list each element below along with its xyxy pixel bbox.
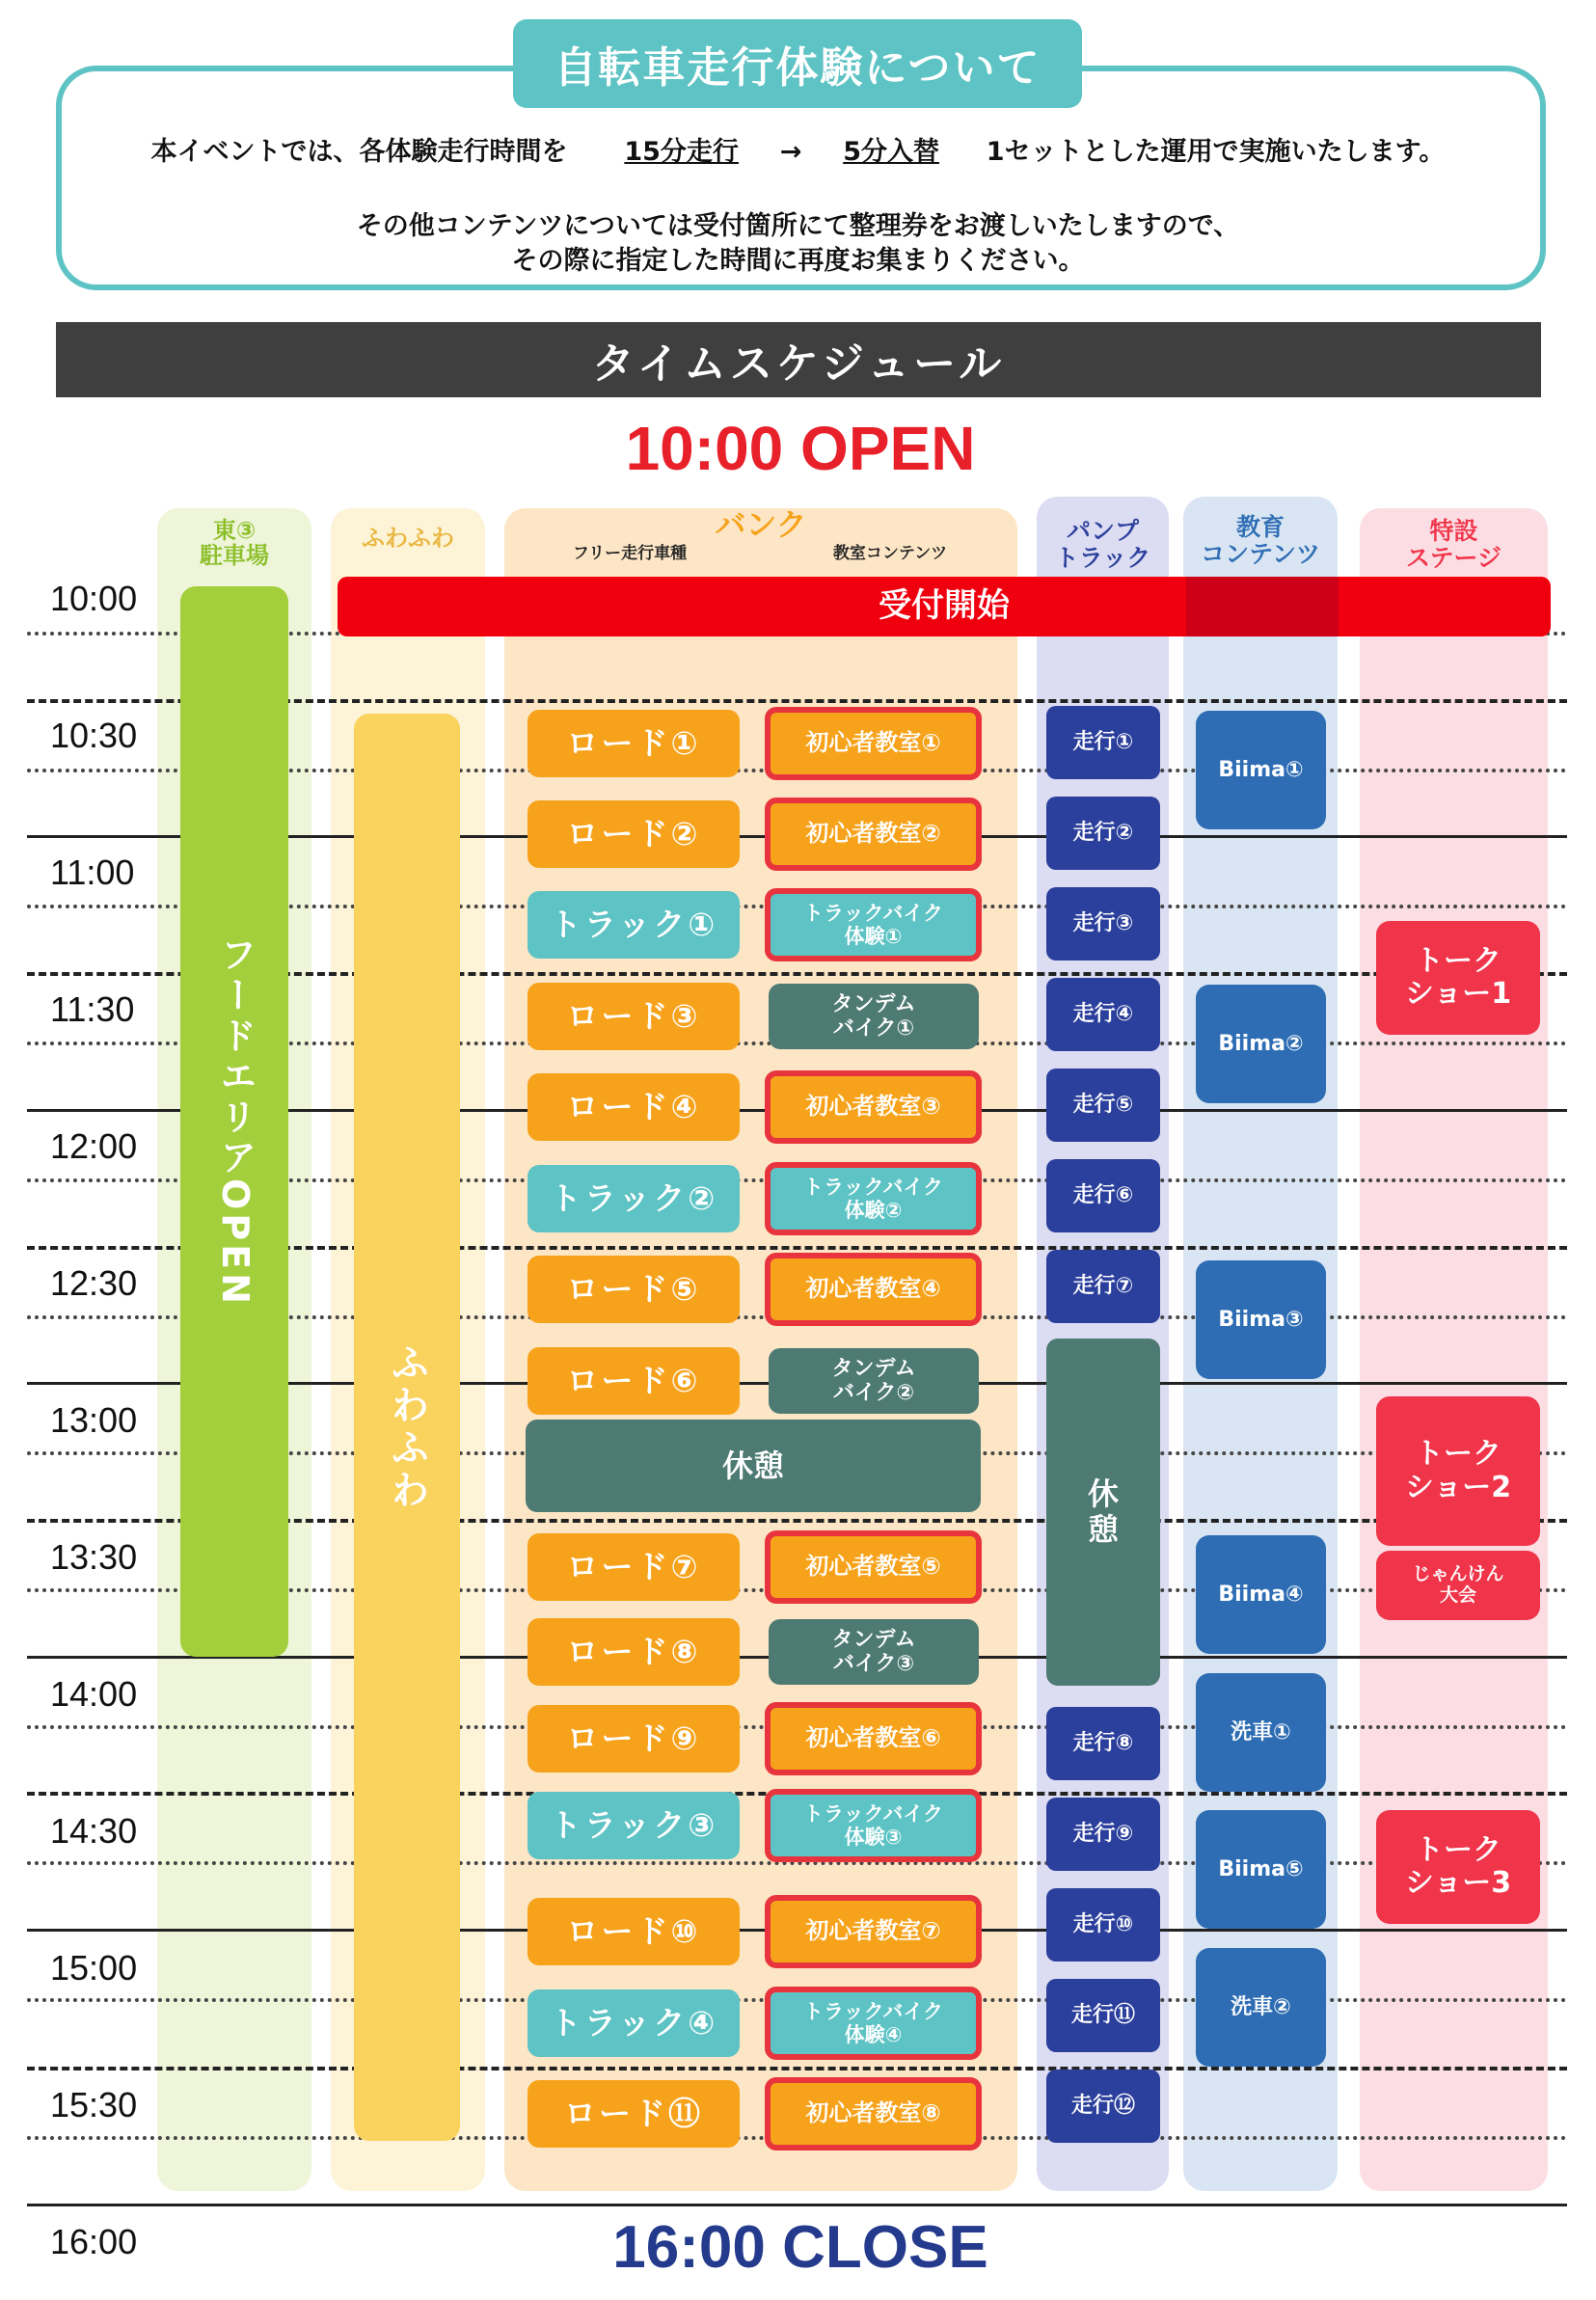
info-line-1-post: 1セットとした運用で実施いたします。: [986, 137, 1446, 167]
class-block: 初心者教室②: [765, 798, 982, 871]
free-ride-block: ロード③: [527, 983, 740, 1050]
free-ride-block: ロード⑧: [527, 1618, 740, 1686]
stage-block: トーク ショー2: [1376, 1396, 1540, 1546]
class-block: トラックバイク 体験④: [765, 1987, 982, 2060]
reception-overlay: [1186, 577, 1339, 636]
column-head-free-ride: フリー走行車種: [572, 544, 688, 563]
column-head-class: 教室コンテンツ: [832, 544, 948, 563]
class-block: タンデム バイク③: [769, 1619, 979, 1685]
pump-run-block: 走行④: [1046, 978, 1160, 1051]
column-head-pump-track: パンプ トラック: [1054, 517, 1151, 572]
time-label: 10:00: [50, 579, 138, 618]
free-ride-block: トラック④: [527, 1989, 740, 2057]
time-label: 11:00: [50, 852, 135, 892]
info-line-2: その他コンテンツについては受付箇所にて整理券をお渡しいたしますので、: [356, 211, 1240, 241]
reception-start-bar: 受付開始: [338, 577, 1551, 636]
info-line-3: その際に指定した時間に再度お集まりください。: [511, 246, 1085, 276]
edu-block: Biima④: [1196, 1535, 1326, 1654]
time-label: 15:00: [50, 1948, 138, 1988]
free-ride-block: トラック③: [527, 1792, 740, 1859]
pump-run-block: 走行⑧: [1046, 1707, 1160, 1780]
pump-run-block: 走行⑥: [1046, 1159, 1160, 1232]
pump-run-block: 走行⑩: [1046, 1888, 1160, 1962]
info-swap-time: 5分入替: [843, 137, 939, 167]
free-ride-block: トラック①: [527, 891, 740, 959]
pump-run-block: 走行⑪: [1046, 1979, 1160, 2052]
class-block: 初心者教室③: [765, 1070, 982, 1144]
class-block: 初心者教室⑧: [765, 2077, 982, 2151]
stage-block: トーク ショー1: [1376, 921, 1540, 1035]
class-block: トラックバイク 体験③: [765, 1789, 982, 1862]
edu-block: 洗車①: [1196, 1673, 1326, 1792]
class-block: 初心者教室⑥: [765, 1702, 982, 1775]
food-area-label: フードエリアOPEN: [213, 935, 257, 1308]
time-label: 11:30: [50, 989, 135, 1029]
edu-block: Biima⑤: [1196, 1810, 1326, 1929]
edu-block: Biima③: [1196, 1260, 1326, 1379]
pump-run-block: 走行⑦: [1046, 1250, 1160, 1323]
grid-line: [27, 2067, 1567, 2070]
free-ride-block: ロード⑪: [527, 2080, 740, 2148]
free-ride-block: ロード⑥: [527, 1347, 740, 1415]
class-block: 初心者教室④: [765, 1253, 982, 1326]
free-ride-block: ロード④: [527, 1073, 740, 1141]
time-label: 13:00: [50, 1400, 138, 1440]
time-label: 10:30: [50, 716, 138, 755]
stage-block: じゃんけん 大会: [1376, 1551, 1540, 1620]
schedule-title: タイムスケジュール: [56, 322, 1541, 397]
free-ride-block: ロード⑩: [527, 1898, 740, 1965]
pump-run-block: 走行①: [1046, 706, 1160, 779]
column-head-fuwafuwa: ふわふわ: [362, 525, 454, 552]
class-block: 初心者教室⑦: [765, 1895, 982, 1968]
class-block: 初心者教室①: [765, 707, 982, 780]
class-block: 初心者教室⑤: [765, 1530, 982, 1604]
free-ride-block: ロード①: [527, 710, 740, 777]
column-stage: [1360, 508, 1548, 2191]
info-title: 自転車走行体験について: [513, 19, 1082, 108]
info-arrow: →: [779, 137, 802, 167]
close-time: 16:00 CLOSE: [612, 2214, 988, 2281]
time-label: 14:00: [50, 1674, 138, 1714]
pump-run-block: 走行⑨: [1046, 1798, 1160, 1871]
stage-block: トーク ショー3: [1376, 1810, 1540, 1924]
time-label: 13:30: [50, 1537, 138, 1577]
class-block: トラックバイク 体験②: [765, 1162, 982, 1235]
grid-line: [27, 2204, 1567, 2206]
fuwafuwa-label: ふわふわ: [385, 1342, 429, 1512]
edu-block: Biima②: [1196, 985, 1326, 1103]
time-label: 14:30: [50, 1811, 138, 1851]
time-label: 15:30: [50, 2085, 138, 2124]
time-label: 12:30: [50, 1263, 138, 1303]
column-head-edu: 教育 コンテンツ: [1201, 513, 1320, 568]
pump-run-block: 走行②: [1046, 797, 1160, 870]
info-ride-time: 15分走行: [624, 137, 739, 167]
fuwafuwa-block: [354, 714, 460, 2141]
free-ride-block: ロード⑨: [527, 1705, 740, 1772]
free-ride-block: ロード②: [527, 800, 740, 868]
column-head-east-parking: 東③ 駐車場: [200, 517, 269, 570]
class-block: タンデム バイク①: [769, 984, 979, 1049]
time-label: 12:00: [50, 1126, 138, 1166]
free-ride-block: ロード⑤: [527, 1256, 740, 1323]
edu-block: Biima①: [1196, 711, 1326, 829]
free-ride-block: トラック②: [527, 1165, 740, 1232]
food-area-block: [180, 586, 288, 1657]
pump-break-block: 休 憩: [1046, 1339, 1160, 1686]
column-head-stage: 特設 ステージ: [1405, 517, 1501, 572]
class-block: タンデム バイク②: [769, 1348, 979, 1414]
free-ride-block: ロード⑦: [527, 1533, 740, 1601]
class-block: トラックバイク 体験①: [765, 888, 982, 961]
pump-run-block: 走行⑫: [1046, 2070, 1160, 2143]
info-line-1-pre: 本イベントでは、各体験走行時間を: [150, 137, 568, 167]
edu-block: 洗車②: [1196, 1948, 1326, 2067]
pump-run-block: 走行③: [1046, 887, 1160, 961]
open-time: 10:00 OPEN: [625, 414, 976, 483]
bank-break-block: 休憩: [526, 1420, 981, 1512]
pump-run-block: 走行⑤: [1046, 1069, 1160, 1142]
info-line-1: [68, 130, 1528, 168]
time-label: 16:00: [50, 2222, 138, 2261]
column-head-bank: バンク: [715, 506, 807, 543]
